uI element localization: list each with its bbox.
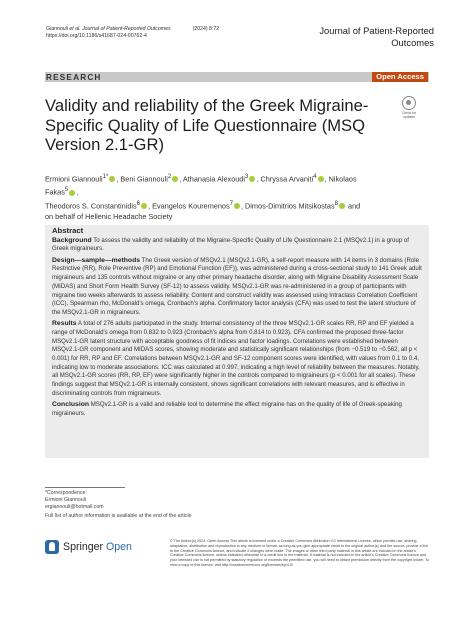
footnote-divider: [45, 487, 125, 488]
check-for-updates-badge[interactable]: [396, 96, 422, 124]
orcid-icon[interactable]: [249, 176, 255, 182]
background-text: To assess the validity and reliability of the Migraine-Specific Quality of Life Questionnaire 2.1 (MSQv2.1) in a group of Greek migraineurs.: [52, 236, 409, 253]
design-text: The Greek version of MSQv2.1 (MSQv2.1-GR), a self-report measure with 14 items in 3 domains (Role Restrictive (RR), Role Preventive (RP) and Emotional Function (EF)), was administered during a cross-sectional study to 141 Greek adult migraineurs and 135 controls without migraine or any other primary headache disorder, along with Migraine Disability Assessment Scale (MIDAS) and Short Form Health Survey (SF-12) to assess validity. MSQv2.1-GR was re-administered in a group of participants with migraine two weeks afterwards to assess reliability. Content and construct validity was assessed using Intraclass Correlation Coefficient (ICC), Spearman rho, McDonald's omega, Cronbach's alpha. Confirmatory factor analysis (CFA) was used to test the latent structure of the MSQv2.1-GR in migraineurs.: [52, 256, 422, 316]
journal-title-line2: Outcomes: [391, 36, 434, 48]
author-list: Ermioni Giannouli$^{1*}$ , Beni Giannouli$^2$ , Athanasia Alexoudi$^3$ , Chryssa Arvaniti$^4$ , Nikolaos Fakas$^5$ , Theodoros S. Constantinidis$^6$ , Evangelos Kouremenos$^7$ , Dimos-Dimitrios Mitsikostas$^8$ and on behalf of Hellenic Headache Society: [45, 171, 375, 222]
publisher-springer: Springer: [63, 541, 104, 553]
open-access-badge: Open Access: [372, 72, 428, 82]
article-type-bar: [45, 72, 429, 82]
orcid-icon[interactable]: [109, 176, 115, 182]
affiliation-sup: 8: [334, 199, 339, 207]
cite-authors: Giannouli et al.: [46, 26, 81, 32]
title-line-2: Specific Quality of Life Questionnaire (MSQ: [45, 115, 366, 135]
publisher-open: Open: [106, 541, 132, 553]
publisher-name: [63, 541, 132, 553]
affiliation-sup: 6: [136, 199, 141, 207]
author-name[interactable]: , Nikolaos Fakas: [45, 174, 357, 197]
affiliation-sup: 2: [167, 173, 172, 180]
doi-link[interactable]: https://doi.org/10.1186/s41687-024-00762-4: [46, 33, 147, 39]
author-name[interactable]: , Athanasia Alexoudi: [179, 174, 245, 184]
springer-horse-icon: [45, 540, 59, 554]
abstract-results: [52, 320, 422, 398]
check-updates-label: Check for updates: [401, 111, 417, 119]
journal-title: [294, 25, 434, 48]
orcid-icon[interactable]: [172, 176, 178, 182]
abstract-background: [52, 237, 422, 254]
journal-title-line1: Journal of Patient-Reported: [319, 25, 434, 36]
license-text: © The Author(s) 2024. Open Access This article is licensed under a Creative Commons Attribution 4.0 International License, which permits use, sharing, adaptation, distribution and reproduction in any medium or format, as long as you give appropriate credit to the original author(s) and the source, provide a link to the Creative Commons licence, and indicate if changes were made. The images or other third party material in this article are included in the article's Creative Commons licence, unless indicated otherwise in a credit line to the material. If material is not included in the article's Creative Commons licence and your intended use is not permitted by statutory regulation or exceeds the permitted use, you will need to obtain permission directly from the copyright holder. To view a copy of this licence, visit http://creativecommons.org/licenses/by/4.0/.: [170, 539, 430, 567]
author-name[interactable]: , Beni Giannouli: [116, 174, 168, 184]
affiliation-sup: 7: [229, 199, 233, 207]
affiliation-sup: 5: [64, 186, 69, 194]
affiliation-sup: 3: [245, 173, 249, 180]
cite-year: (2024) 8:72: [192, 26, 220, 32]
author-name[interactable]: , Dimos-Dimitrios Mitsikostas: [240, 201, 335, 211]
affiliation-sup: 1*: [102, 173, 109, 180]
orcid-icon[interactable]: [141, 203, 147, 209]
orcid-icon[interactable]: [318, 176, 324, 182]
group-author: on behalf of Hellenic Headache Society: [45, 212, 173, 222]
cite-journal: Journal of Patient-Reported Outcomes: [82, 26, 171, 32]
author-info-note: Full list of author information is available at the end of the article: [45, 513, 192, 519]
check-updates-icon: [402, 96, 416, 110]
title-line-3: Version 2.1-GR): [45, 135, 164, 154]
design-label: Design—sample—methods: [52, 256, 141, 264]
abstract-heading: Abstract: [52, 226, 84, 235]
abstract-box: [45, 225, 429, 458]
correspondence-block: [45, 487, 265, 520]
results-label: Results: [52, 320, 77, 328]
author-name[interactable]: Ermioni Giannouli: [45, 174, 103, 184]
orcid-icon[interactable]: [234, 203, 240, 209]
author-name[interactable]: Theodoros S. Constantinidis: [45, 201, 137, 211]
springer-open-logo: [45, 539, 175, 555]
author-name[interactable]: , Evangelos Kouremenos: [148, 201, 230, 211]
article-title: [45, 96, 385, 155]
conclusion-text: MSQv2.1-GR is a valid and reliable tool to determine the effect migraine has on the quality of life of Greek-speaking migraineurs.: [52, 401, 402, 417]
correspondence-label: *Correspondence:: [45, 490, 87, 496]
research-label: RESEARCH: [46, 72, 102, 82]
background-label: Background: [52, 236, 92, 244]
author-name[interactable]: , Chryssa Arvaniti: [256, 174, 314, 184]
citation-header: [46, 26, 276, 40]
orcid-icon[interactable]: [339, 203, 345, 209]
correspondence-email[interactable]: ergiannouli@hotmail.com: [45, 504, 104, 510]
abstract-conclusion: [52, 401, 422, 418]
conclusion-label: Conclusion: [52, 401, 90, 409]
correspondence-name: Ermioni Giannouli: [45, 497, 86, 503]
affiliation-sup: 4: [313, 173, 317, 180]
author-conjunction: and: [346, 201, 361, 211]
results-text: A total of 276 adults participated in the study. Internal consistency of the three MSQv2.1-GR scales RR, RP and EF yielded a range of McDonald's omega from 0.832 to 0.923 (Cronbach's alpha from 0.814 to 0.923). CFA confirmed the proposed three-factor MSQv2.1-GR latent structure with acceptable goodness of fit indices and factor loadings. Correlations were established between MSQv2.1-GR component and MIDAS scores, showing moderate and statistically significant relationships (from −0.519 to −0.562, all p < 0.001) for RR, RP and EF. Correlations between MSQv2.1-GR and SF-12 component scores were identified, with values from 0.1 to 0.4, indicating low to moderate associations. ICC was calculated at 0.997, indicating a high level of reliability between the measures. Notably, all MSQv2.1-GR scores (RR, RP, EF) were significantly higher in the controls compared to migraineurs (p < 0.001 for all scales). These findings suggest that MSQv2.1-GR is internally consistent, shows significant correlations with relevant measures, and is effective in discriminating controls from migraineurs.: [52, 320, 420, 397]
orcid-icon[interactable]: [69, 190, 75, 196]
title-line-1: Validity and reliability of the Greek Migraine-: [45, 96, 369, 115]
abstract-design: [52, 257, 422, 318]
